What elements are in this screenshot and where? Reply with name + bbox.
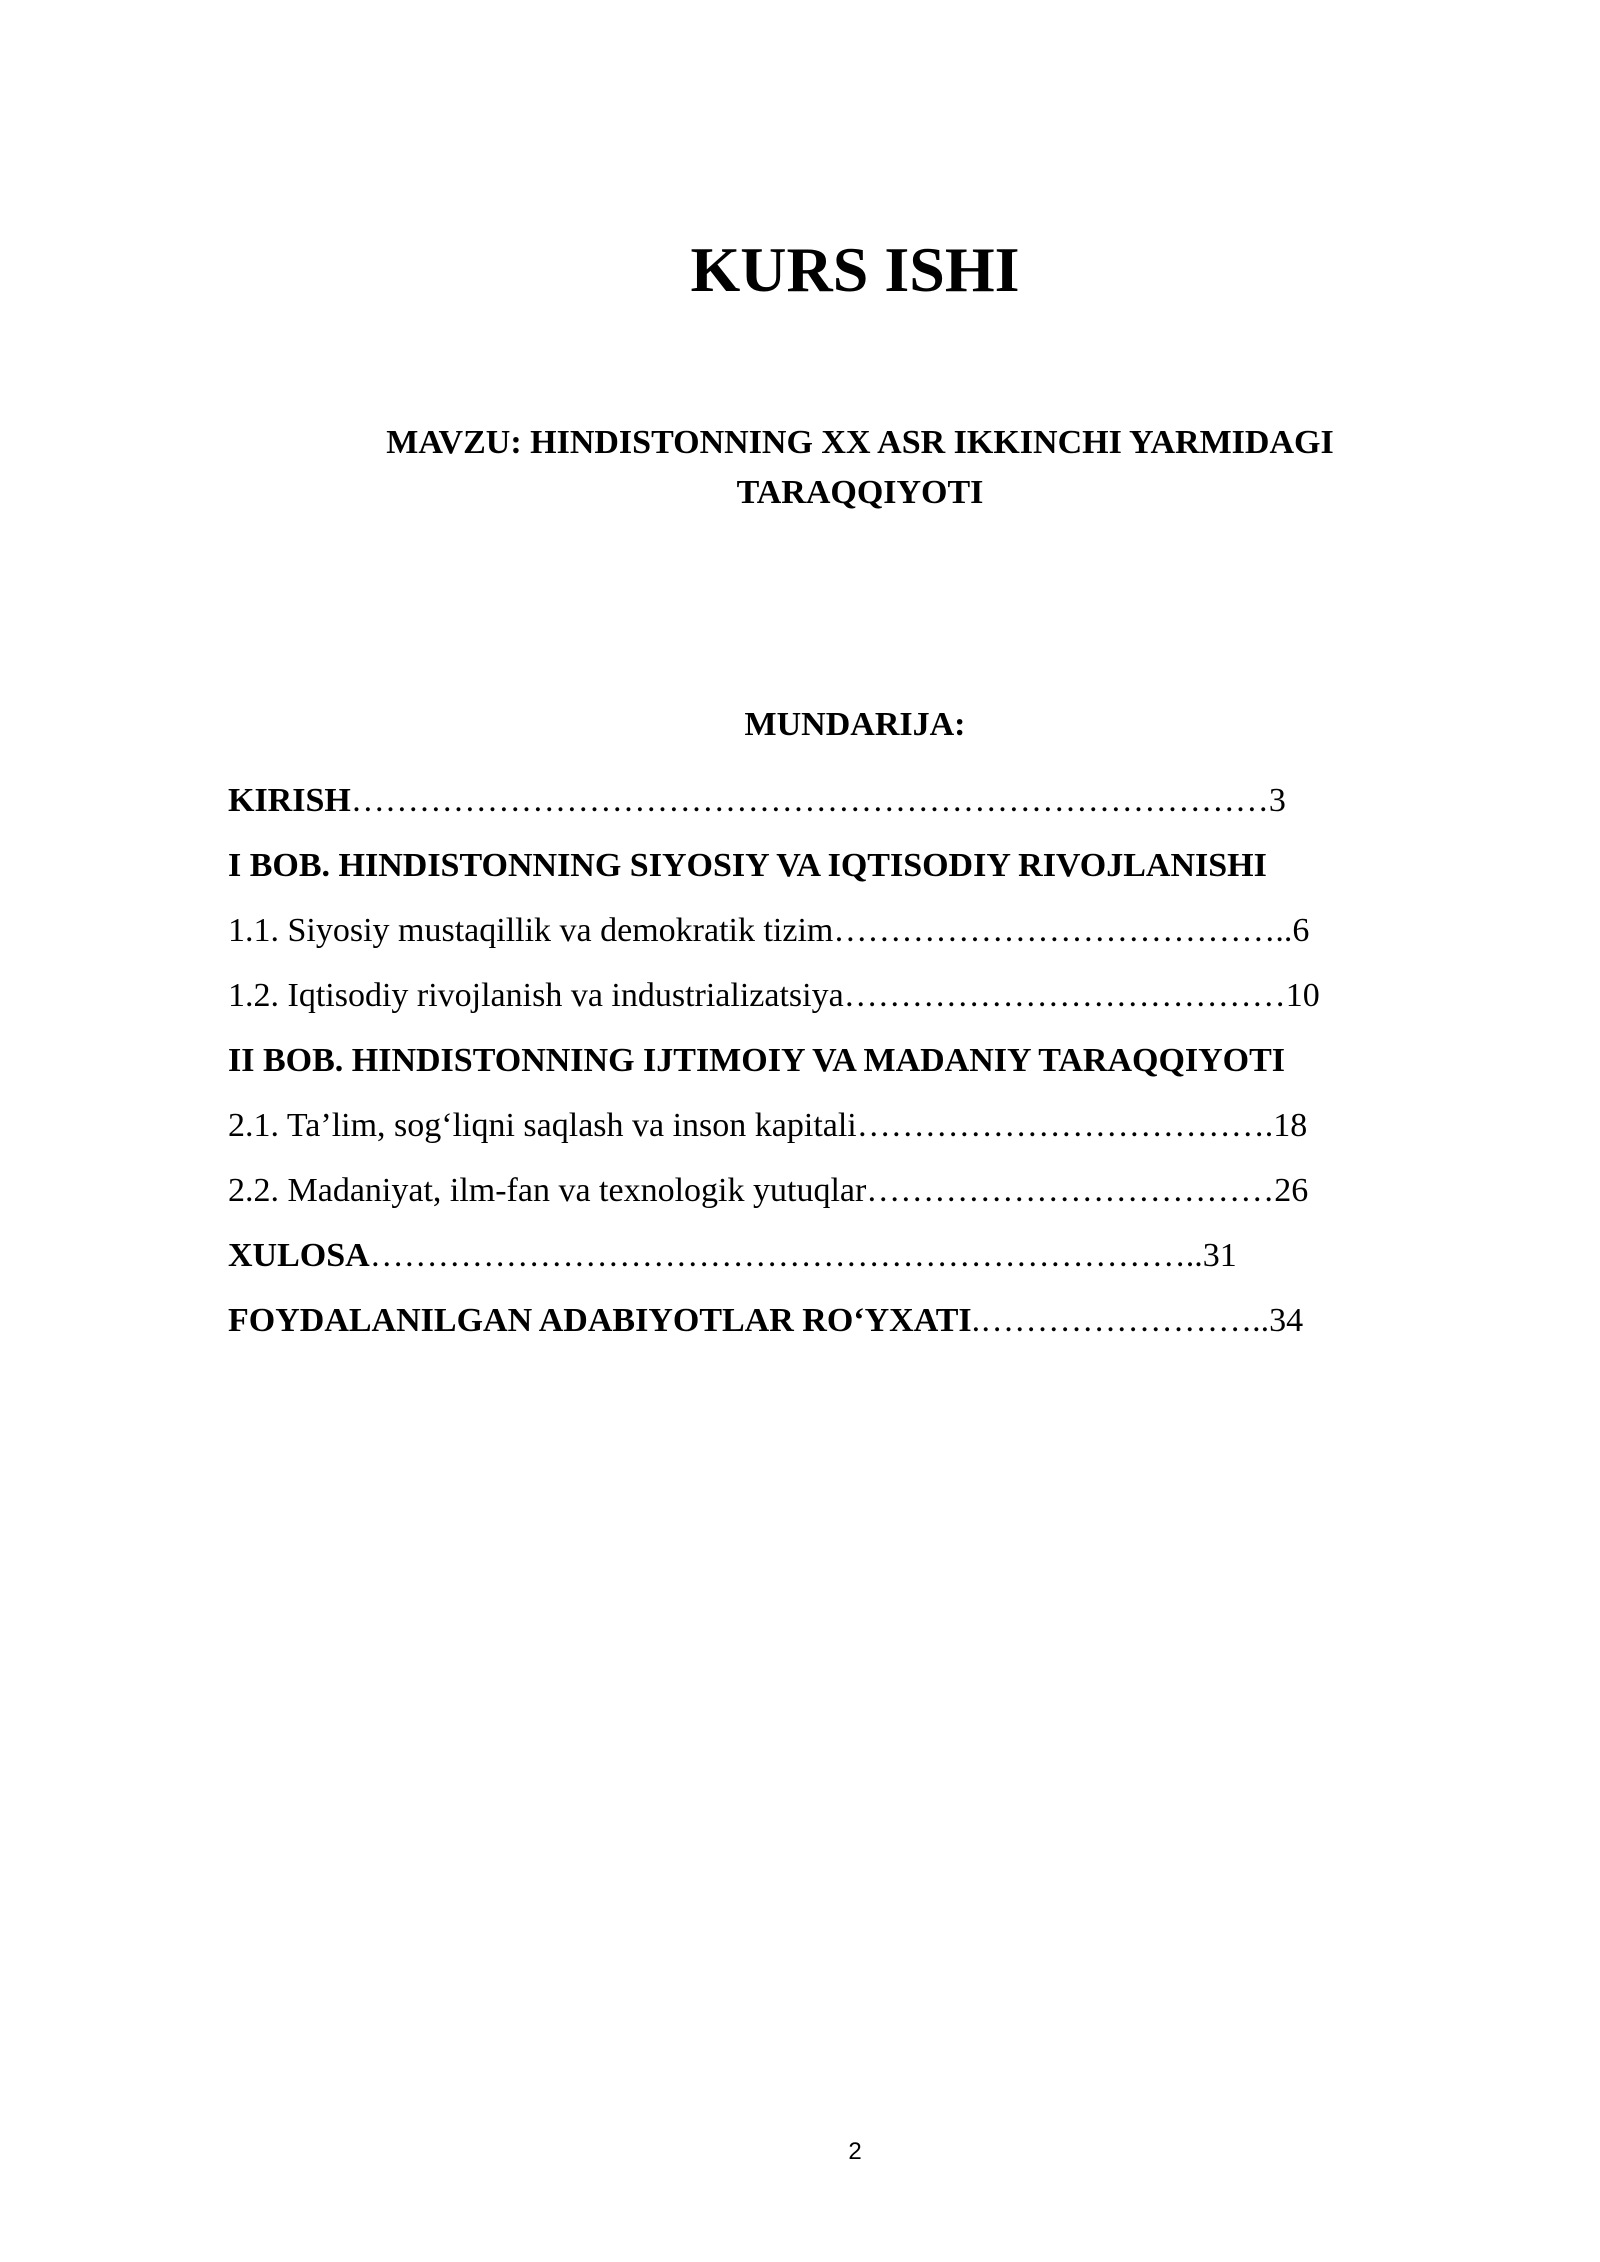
toc-entry-xulosa[interactable]	[228, 1231, 1458, 1296]
toc-entry-dots: …………………………………	[843, 977, 1286, 1014]
toc-entry-label: 1.1. Siyosiy mustaqillik va demokratik tizim	[228, 912, 834, 949]
toc-entry-2-2[interactable]	[228, 1166, 1458, 1231]
toc-entry-page: 34	[1269, 1302, 1304, 1339]
topic-line-2: TARAQQIYOTI	[736, 474, 984, 511]
toc-entry-2-1[interactable]	[228, 1101, 1458, 1166]
toc-entry-dots: ………………………………	[866, 1172, 1275, 1209]
toc-entry-label: 2.1. Ta’lim, sog‘liqni saqlash va inson kapitali	[228, 1107, 857, 1144]
toc-entry-dots: ………………………………………………………………………	[350, 782, 1269, 819]
toc-entry-label: FOYDALANILGAN ADABIYOTLAR RO‘YXATI	[228, 1302, 972, 1339]
toc-entry-label: II BOB. HINDISTONNING IJTIMOIY VA MADANIY TARAQQIYOTI	[228, 1042, 1286, 1079]
toc-entry-page: 10	[1285, 977, 1320, 1014]
toc-entry-label: KIRISH	[228, 782, 351, 819]
toc-entry-chapter-1[interactable]	[228, 841, 1458, 906]
toc-entry-dots: …………………………………..	[833, 912, 1293, 949]
table-of-contents	[228, 776, 1458, 1361]
toc-heading: MUNDARIJA:	[744, 706, 966, 743]
toc-entry-page: 6	[1292, 912, 1310, 949]
topic-line-1: MAVZU: HINDISTONNING XX ASR IKKINCHI YARMIDAGI	[386, 424, 1334, 461]
toc-entry-page: 31	[1202, 1237, 1237, 1274]
toc-entry-label: 1.2. Iqtisodiy rivojlanish va industrializatsiya	[228, 977, 844, 1014]
toc-entry-references[interactable]	[228, 1296, 1458, 1361]
toc-entry-kirish[interactable]	[228, 776, 1458, 841]
topic-heading	[310, 418, 1410, 518]
toc-entry-dots: .……………………..	[971, 1302, 1270, 1339]
toc-entry-chapter-2[interactable]	[228, 1036, 1458, 1101]
toc-entry-dots: ………………………………………………………………..	[369, 1237, 1203, 1274]
toc-entry-page: 26	[1274, 1172, 1309, 1209]
toc-entry-label: XULOSA	[228, 1237, 370, 1274]
toc-entry-page: 3	[1268, 782, 1286, 819]
toc-entry-dots: ……………………………….	[856, 1107, 1274, 1144]
toc-entry-label: I BOB. HINDISTONNING SIYOSIY VA IQTISODIY RIVOJLANISHI	[228, 847, 1267, 884]
toc-entry-1-1[interactable]	[228, 906, 1458, 971]
toc-entry-label: 2.2. Madaniyat, ilm-fan va texnologik yutuqlar	[228, 1172, 867, 1209]
document-title: KURS ISHI	[690, 234, 1020, 305]
toc-entry-1-2[interactable]	[228, 971, 1458, 1036]
page-number: 2	[848, 2138, 862, 2165]
toc-entry-page: 18	[1273, 1107, 1308, 1144]
